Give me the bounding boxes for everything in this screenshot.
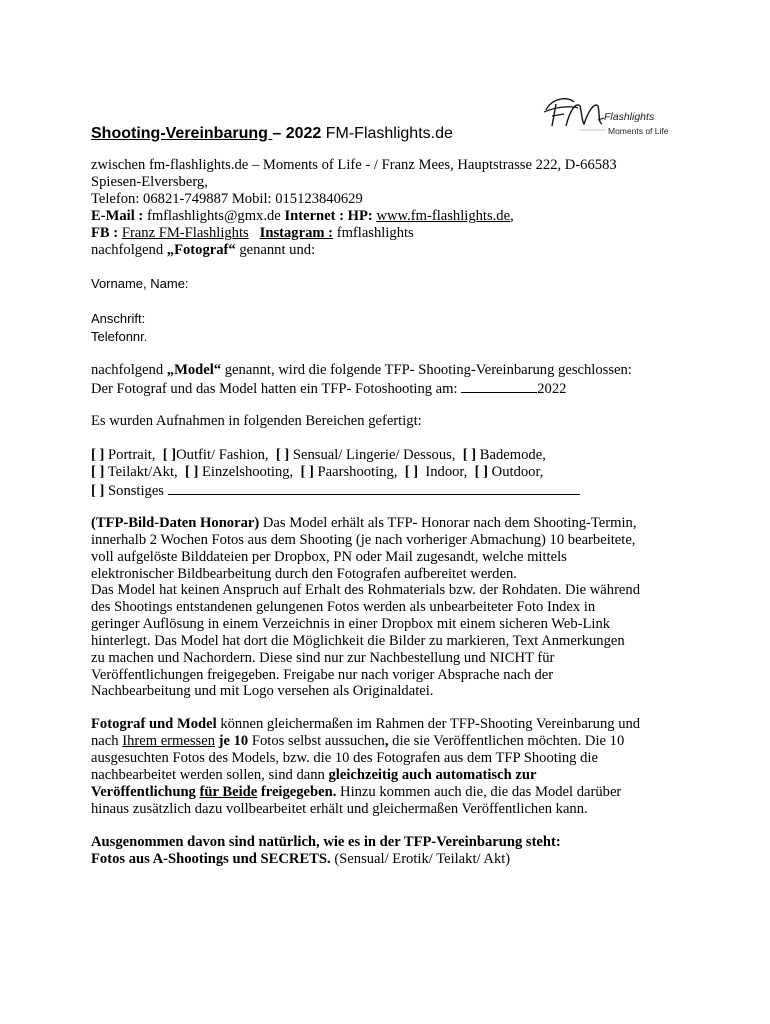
field-address-label: Anschrift: [91,311,146,326]
website-link[interactable]: www.fm-flashlights.de [376,208,511,224]
selection-l5-rest: Hinzu kommen auch die, die das Model darüber [336,784,622,800]
role-fotograf: „Fotograf“ [166,242,236,258]
exception-bold: Fotos aus A-Shootings und SECRETS. [91,851,331,867]
selection-both: für Beide [199,784,258,800]
selection-l2-mid: Fotos selbst aussuchen [248,733,385,749]
exception-line-2 [91,851,510,868]
selection-l4-bold: gleichzeitig auch automatisch zur [328,767,537,783]
field-name-label: Vorname, Name: [91,276,189,291]
area-paarshooting: Paarshooting, [317,464,398,480]
exception-line-1 [91,834,561,851]
intro-pre: nachfolgend [91,362,167,378]
selection-line-1 [91,716,640,733]
honorar-l1-text: Das Model erhält als TFP- Honorar nach dem Shooting-Termin, [259,515,637,531]
honorar-label: (TFP-Bild-Daten Honorar) [91,515,260,531]
area-outfit: Outfit/ Fashion, [176,447,269,463]
shooting-date-blank[interactable] [461,379,537,393]
fb-link[interactable]: Franz FM-Flashlights [121,225,249,241]
selection-l5-bold2: freigegeben. [257,784,337,800]
honorar-line-1 [91,515,636,532]
checkbox-sonstiges[interactable]: [ ] [91,483,105,499]
honorar-line-7: geringer Auflösung in einem Verzeichnis in einer Dropbox mit einem sicheren Web-Link [91,616,611,632]
intro-model: „Model“ [166,362,222,378]
selection-line-4 [91,767,536,784]
honorar-line-9: zu machen und Nachordern. Diese sind nur zur Nachbestellung und NICHT für [91,650,555,666]
intro-line-1 [91,362,632,379]
title-main: Shooting-Vereinbarung [91,125,273,142]
areas-heading: Es wurden Aufnahmen in folgenden Bereichen gefertigt: [91,413,422,429]
area-teilakt: Teilakt/Akt, [107,464,178,480]
intro-line-2 [91,379,566,398]
selection-line-5 [91,784,621,801]
checkbox-paarshooting[interactable]: [ ] [300,464,314,480]
areas-row-1 [91,447,546,464]
area-portrait: Portrait, [108,447,156,463]
instagram-label: Instagram : [259,225,334,241]
website-suffix: , [510,208,514,224]
intro-date-label: Der Fotograf und das Model hatten ein TFP- Fotoshooting am: [91,381,462,397]
logo-brand: Flashlights [604,111,655,123]
exception-heading: Ausgenommen davon sind natürlich, wie es in der TFP-Vereinbarung steht: [91,834,561,850]
intro-post: genannt, wird die folgende TFP- Shooting-Vereinbarung geschlossen: [221,362,632,378]
internet-label: Internet : HP: [284,208,373,224]
checkbox-outdoor[interactable]: [ ] [474,464,489,480]
selection-l4-pre: nachbearbeitet werden sollen, sind dann [91,767,329,783]
selection-l2-pre: nach [91,733,123,749]
role-post: genannt und: [235,242,316,258]
honorar-line-4: elektronischer Bildbearbeitung durch den Fotografen aufbereitet werden. [91,566,517,582]
selection-l1-rest: können gleichermaßen im Rahmen der TFP-Shooting Vereinbarung und [216,716,641,732]
selection-line-3: ausgesuchten Fotos des Models, bzw. die 10 des Fotografen aus dem TFP Shooting die [91,750,598,766]
areas-row-3 [91,481,580,500]
honorar-line-10: Veröffentlichungen freigegeben. Freigabe nur nach voriger Absprache nach der [91,667,554,683]
area-bademode: Bademode, [479,447,546,463]
exception-rest: (Sensual/ Erotik/ Teilakt/ Akt) [330,851,511,867]
selection-line-2 [91,733,624,750]
document-title [91,124,453,144]
areas-row-2 [91,464,543,481]
checkbox-indoor[interactable]: [ ] [404,464,419,480]
selection-discretion: Ihrem ermessen [122,733,215,749]
checkbox-bademode[interactable]: [ ] [462,447,477,463]
checkbox-outfit[interactable]: [ ] [162,447,177,463]
area-einzelshooting: Einzelshooting, [202,464,294,480]
area-indoor: Indoor, [425,464,468,480]
party-social-line [91,225,414,242]
sonstiges-blank[interactable] [168,481,580,495]
party-line-2: Spiesen-Elversberg, [91,174,208,190]
checkbox-teilakt[interactable]: [ ] [91,464,105,480]
checkbox-einzelshooting[interactable]: [ ] [184,464,199,480]
checkbox-portrait[interactable]: [ ] [91,447,105,463]
honorar-line-8: hinterlegt. Das Model hat dort die Möglichkeit die Bilder zu markieren, Text Anmerkungen [91,633,625,649]
title-year: – 2022 [272,125,322,142]
field-phone-label: Telefonnr. [91,329,148,344]
honorar-line-5: Das Model hat keinen Anspruch auf Erhalt des Rohmaterials bzw. der Rohdaten. Die während [91,582,640,598]
role-pre: nachfolgend [91,242,167,258]
selection-l2-rest: die sie Veröffentlichen möchten. Die 10 [388,733,625,749]
selection-count: je 10 [215,733,249,749]
fb-label: FB : [91,225,119,241]
fm-flashlights-logo [538,92,678,140]
checkbox-sensual[interactable]: [ ] [275,447,290,463]
party-line-1: zwischen fm-flashlights.de – Moments of Life - / Franz Mees, Hauptstrasse 222, D-66583 [91,157,617,173]
email-value: fmflashlights@gmx.de [146,208,281,224]
selection-line-6: hinaus zusätzlich dazu vollbearbeitet erhält und gleichermaßen Veröffentlichen kann. [91,801,588,817]
intro-year: 2022 [537,381,567,397]
selection-l5-bold1: Veröffentlichung [91,784,200,800]
area-sonstiges: Sonstiges [108,483,164,499]
honorar-line-2: innerhalb 2 Wochen Fotos aus dem Shooting (je nach vorheriger Abmachung) 10 bearbeitete, [91,532,636,548]
selection-parties: Fotograf und Model [91,716,217,732]
title-site: FM-Flashlights.de [325,125,453,142]
party-phone: Telefon: 06821-749887 Mobil: 015123840629 [91,191,363,207]
area-sensual: Sensual/ Lingerie/ Dessous, [292,447,456,463]
honorar-line-11: Nachbearbeitung und mit Logo versehen als Originaldatei. [91,683,434,699]
selection-l2-comma: , [384,733,389,749]
party-role-line [91,242,315,259]
honorar-line-3: voll aufgelöste Bilddateien per Dropbox, PN oder Mail zugesandt, welche mittels [91,549,567,565]
email-label: E-Mail : [91,208,144,224]
area-outdoor: Outdoor, [491,464,544,480]
honorar-line-6: des Shootings entstandenen gelungenen Fotos werden als unbearbeiteter Foto Index in [91,599,596,615]
logo-tagline: Moments of Life [608,126,669,136]
instagram-value: fmflashlights [336,225,414,241]
party-contact-line [91,208,514,225]
